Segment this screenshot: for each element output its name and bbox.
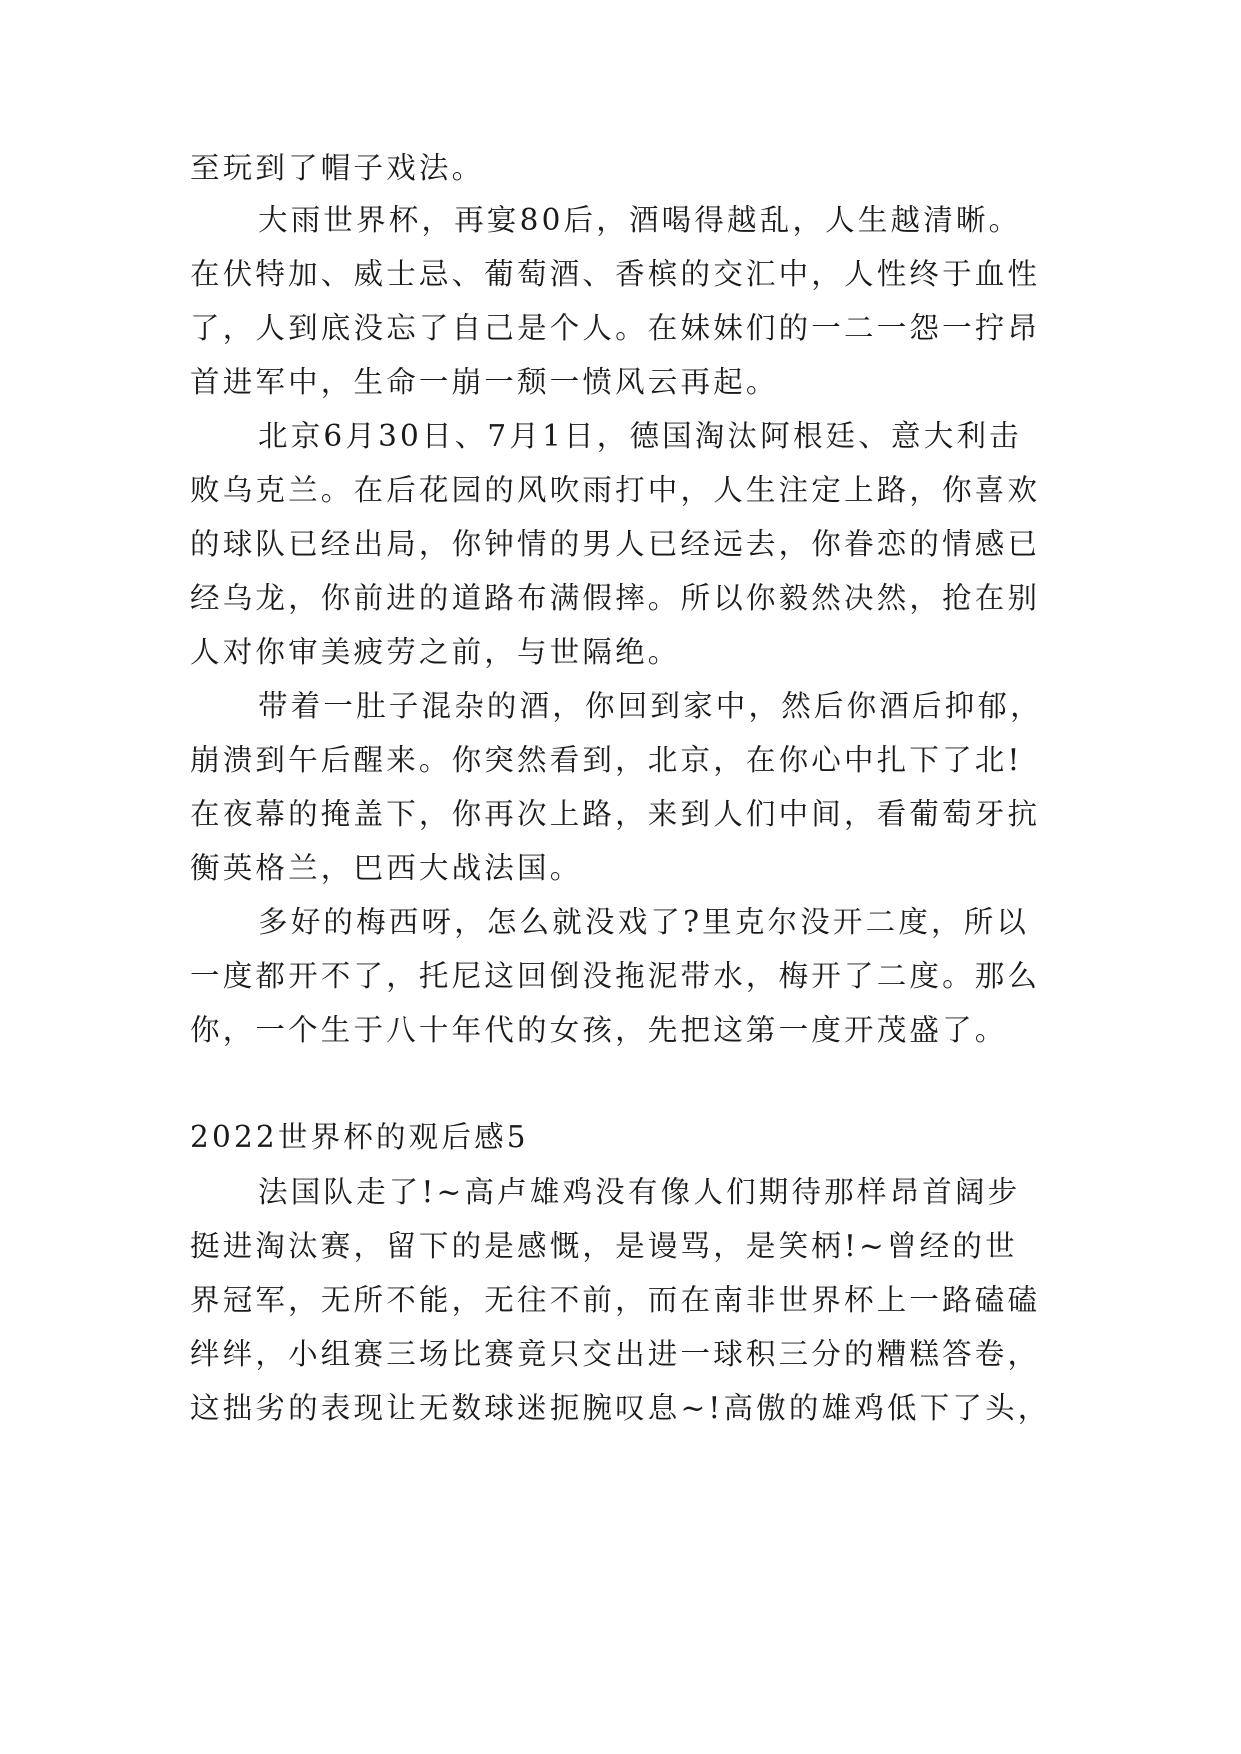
section-heading: 2022世界杯的观后感5 (190, 1120, 529, 1154)
paragraph-line: 大雨世界杯，再宴80后，酒喝得越乱，人生越清晰。 (258, 203, 1022, 237)
paragraph-line: 在伏特加、威士忌、葡萄酒、香槟的交汇中，人性终于血性 (190, 257, 1041, 291)
paragraph-line: 首进军中，生命一崩一颓一愤风云再起。 (190, 365, 779, 399)
paragraph-line: 北京6月30日、7月1日，德国淘汰阿根廷、意大利击 (258, 419, 1022, 453)
paragraph-line: 了，人到底没忘了自己是个人。在妹妹们的一二一怨一拧昂 (190, 311, 1041, 345)
paragraph-line: 的球队已经出局，你钟情的男人已经远去，你眷恋的情感已 (190, 527, 1041, 561)
paragraph-line: 界冠军，无所不能，无往不前，而在南非世界杯上一路磕磕 (190, 1283, 1041, 1317)
paragraph-line: 你，一个生于八十年代的女孩，先把这第一度开茂盛了。 (190, 1013, 1008, 1047)
paragraph-line: 绊绊，小组赛三场比赛竟只交出进一球积三分的糟糕答卷， (190, 1337, 1041, 1371)
paragraph-line: 挺进淘汰赛，留下的是感慨，是谩骂，是笑柄!~曾经的世 (190, 1229, 1018, 1263)
paragraph-line: 法国队走了!~高卢雄鸡没有像人们期待那样昂首阔步 (258, 1175, 1021, 1209)
paragraph-line: 这拙劣的表现让无数球迷扼腕叹息~!高傲的雄鸡低下了头， (190, 1391, 1051, 1425)
paragraph-line: 至玩到了帽子戏法。 (190, 151, 485, 185)
paragraph-line: 经乌龙，你前进的道路布满假摔。所以你毅然决然，抢在别 (190, 581, 1041, 615)
paragraph-line: 带着一肚子混杂的酒，你回到家中，然后你酒后抑郁， (258, 689, 1043, 723)
paragraph-line: 在夜幕的掩盖下，你再次上路，来到人们中间，看葡萄牙抗 (190, 797, 1041, 831)
paragraph-line: 人对你审美疲劳之前，与世隔绝。 (190, 635, 681, 669)
paragraph-line: 崩溃到午后醒来。你突然看到，北京，在你心中扎下了北! (190, 743, 1023, 777)
paragraph-line: 败乌克兰。在后花园的风吹雨打中，人生注定上路，你喜欢 (190, 473, 1041, 507)
paragraph-line: 多好的梅西呀，怎么就没戏了?里克尔没开二度，所以 (258, 905, 1030, 939)
paragraph-line: 一度都开不了，托尼这回倒没拖泥带水，梅开了二度。那么 (190, 959, 1041, 993)
paragraph-line: 衡英格兰，巴西大战法国。 (190, 851, 583, 885)
